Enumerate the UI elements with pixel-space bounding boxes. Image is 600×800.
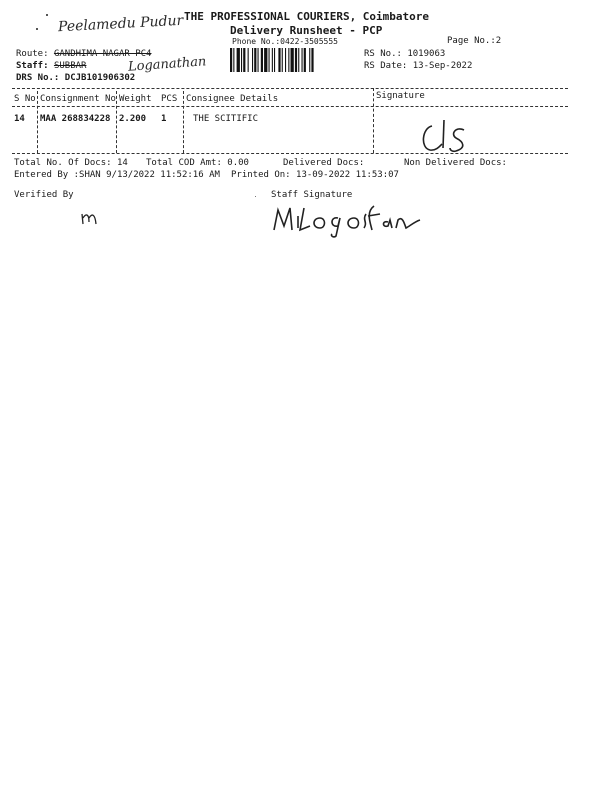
non-delivered-docs: Non Delivered Docs:: [404, 158, 507, 168]
route-label: Route:: [16, 49, 49, 59]
handwritten-staff-note: Loganathan: [127, 54, 207, 75]
document-title: Delivery Runsheet - PCP: [230, 24, 383, 37]
verified-by-label: Verified By: [14, 190, 74, 200]
cell-consignment: MAA 268834228: [40, 114, 111, 124]
cell-consignee: THE SCITIFIC: [193, 114, 259, 124]
scan-speck: [255, 196, 256, 197]
cell-weight: 2.200: [119, 114, 147, 124]
verified-initial-mark: [80, 210, 100, 226]
col-header-sno: S No: [14, 94, 36, 104]
scan-speck: [46, 14, 48, 16]
rs-number: RS No.: 1019063: [364, 49, 446, 59]
drs-row: [16, 73, 135, 83]
col-header-weight: Weight: [119, 94, 152, 104]
col-divider-4: [373, 88, 374, 153]
col-header-consignee: Consignee Details: [186, 94, 279, 104]
page-number: Page No.:2: [447, 36, 502, 46]
col-header-signature: Signature: [376, 91, 425, 101]
receiver-signature: [418, 118, 478, 158]
staff-signature-mark: [270, 204, 430, 240]
delivered-docs: Delivered Docs:: [283, 158, 365, 168]
table-header-rule: [12, 106, 568, 107]
drs-label: DRS No.:: [16, 73, 60, 83]
staff-label: Staff:: [16, 61, 49, 71]
drs-value: DCJB101906302: [64, 73, 136, 83]
col-divider-2: [116, 91, 117, 153]
staff-signature-label: Staff Signature: [271, 190, 353, 200]
entered-by: Entered By :SHAN 9/13/2022 11:52:16 AM: [14, 170, 220, 180]
table-top-rule: [12, 88, 568, 89]
staff-value: SUBBAR: [53, 61, 87, 71]
barcode: [230, 48, 358, 72]
col-divider-1: [37, 91, 38, 153]
company-name: THE PROFESSIONAL COURIERS, Coimbatore: [184, 10, 430, 23]
total-cod: Total COD Amt: 0.00: [146, 158, 249, 168]
staff-row: [16, 61, 86, 71]
col-divider-3: [183, 91, 184, 153]
route-row: [16, 49, 151, 59]
handwritten-route-note: Peelamedu Pudur: [57, 12, 184, 36]
phone-number: Phone No.:0422-3505555: [232, 37, 338, 46]
table-bottom-rule: [12, 153, 568, 154]
printed-on: Printed On: 13-09-2022 11:53:07: [231, 170, 399, 180]
cell-sno: 14: [14, 114, 25, 124]
scan-speck: [36, 28, 38, 30]
rs-date: RS Date: 13-Sep-2022: [364, 61, 473, 71]
cell-pcs: 1: [161, 114, 167, 124]
total-docs: Total No. Of Docs: 14: [14, 158, 128, 168]
route-value: GANDHIMA NAGAR PC4: [53, 49, 152, 59]
col-header-pcs: PCS: [161, 94, 178, 104]
col-header-consignment: Consignment No: [40, 94, 116, 104]
